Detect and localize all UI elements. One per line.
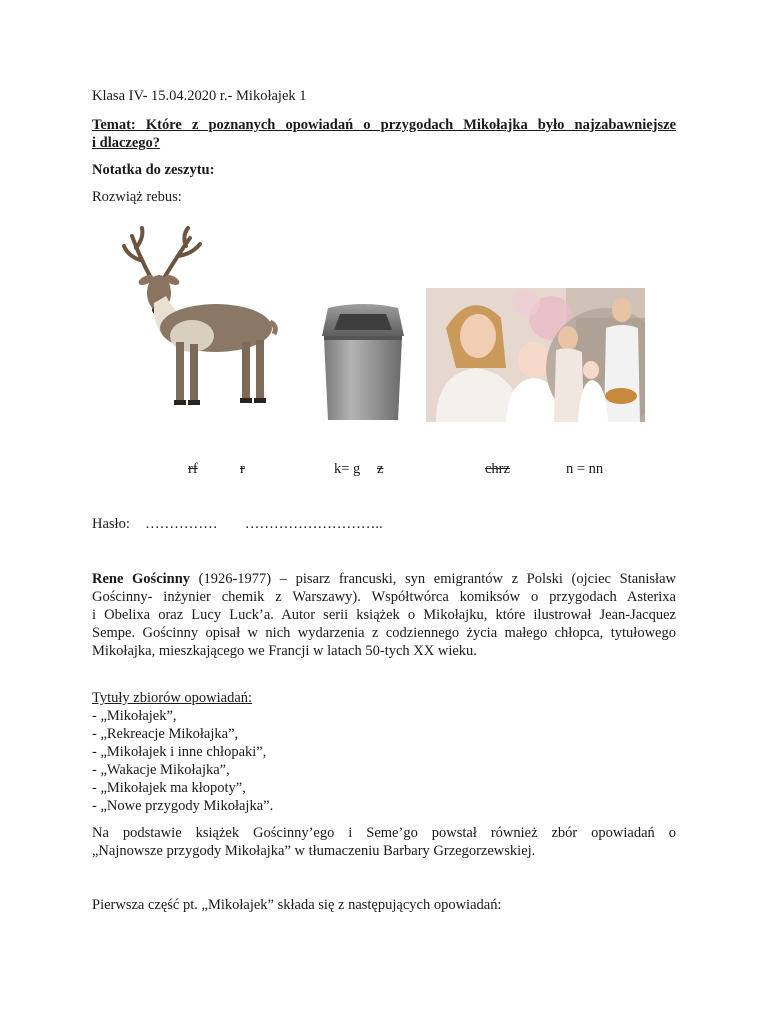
- list-item: - „Nowe przygody Mikołajka”.: [92, 798, 274, 814]
- rebus-clue-chrz: chrz: [485, 461, 510, 477]
- answer-line: [92, 515, 383, 533]
- rebus-clue-r: r: [240, 461, 245, 477]
- note-label: Notatka do zeszytu:: [92, 162, 215, 178]
- list-item: - „Rekreacje Mikołajka”,: [92, 726, 239, 742]
- topic-line-1: Temat: Które z poznanych opowiadań o przygodach Mikołajka było najzabawniejsze: [92, 117, 676, 133]
- header-line: Klasa IV- 15.04.2020 r.- Mikołajek 1: [92, 88, 307, 104]
- answer-label: Hasło:: [92, 516, 130, 532]
- topic-line-2: i dlaczego?: [92, 135, 161, 151]
- bio-line-3: i Obelixa oraz Lucy Luck’a. Autor serii książek o Mikołajku, które ilustrował Jean-Jacquez: [92, 607, 676, 623]
- list-item: - „Mikołajek i inne chłopaki”,: [92, 744, 267, 760]
- list-item: - „Mikołajek”,: [92, 708, 177, 724]
- rebus-clue-rf: rf: [188, 461, 198, 477]
- author-name: Rene Gościnny: [92, 571, 191, 587]
- extra-line-1: Na podstawie książek Gościnny’ego i Seme’go powstał również zbór opowiadań o: [92, 825, 676, 841]
- list-item: - „Mikołajek ma kłopoty”,: [92, 780, 246, 796]
- collections-heading: Tytuły zbiorów opowiadań:: [92, 690, 253, 706]
- bio-line-2: Gościnny- inżynier chemik z Warszawy). Współtwórca komiksów o przygodach Asterixa: [92, 589, 676, 605]
- bio-line-5: Mikołajka, mieszkającego we Francji w latach 50-tych XX wieku.: [92, 643, 477, 659]
- bio-paragraph: [92, 570, 676, 660]
- bio-line-1: Rene Gościnny (1926-1977) – pisarz francuski, syn emigrantów z Polski (ojciec Stanisław: [92, 571, 676, 587]
- answer-blank-2: ………………………..: [244, 516, 383, 532]
- first-part-line: Pierwsza część pt. „Mikołajek” składa się z następujących opowiadań:: [92, 897, 502, 913]
- reindeer-image: [104, 218, 304, 418]
- family-photo-image: [426, 288, 645, 422]
- rebus-label: Rozwiąż rebus:: [92, 189, 182, 205]
- extra-paragraph: [92, 824, 676, 860]
- family-photo-icon: [426, 288, 645, 422]
- reindeer-icon: [104, 218, 304, 418]
- trash-bin-icon: [318, 300, 408, 424]
- answer-blank-1: ……………: [145, 516, 218, 532]
- bio-line-4: Sempe. Gościnny opisał w nich wydarzenia z codziennego życia małego chłopca, tytułowego: [92, 625, 676, 641]
- extra-line-2: „Najnowsze przygody Mikołajka” w tłumaczeniu Barbary Grzegorzewskiej.: [92, 843, 536, 859]
- rebus-clue-k-g: k= g: [334, 461, 361, 477]
- trash-bin-image: [318, 300, 408, 424]
- list-item: - „Wakacje Mikołajka”,: [92, 762, 230, 778]
- rebus-clue-n-nn: n = nn: [566, 461, 604, 477]
- rebus-clue-z: z: [377, 461, 384, 477]
